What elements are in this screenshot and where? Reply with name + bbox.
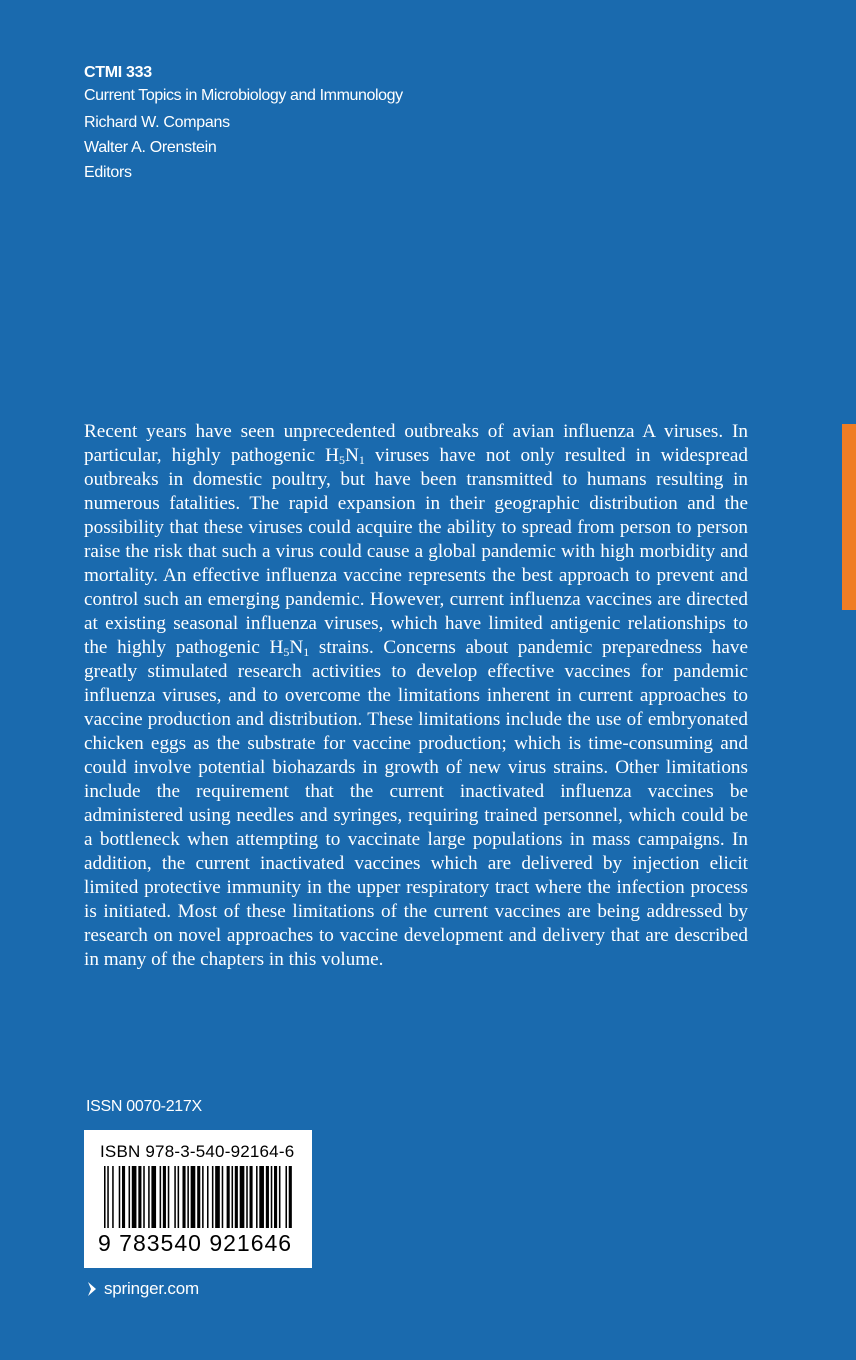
barcode-bar [168,1166,170,1228]
barcode-digits: 9 783540 921646 [98,1230,293,1256]
barcode-bar [151,1166,156,1228]
barcode-bar [122,1166,125,1228]
barcode-bar [129,1166,131,1228]
blurb-text: N [345,445,359,466]
editor-name: Richard W. Compans [84,114,230,131]
barcode-bar [174,1166,176,1228]
barcode-bar [235,1166,238,1228]
barcode-bar [163,1166,166,1228]
publisher-website[interactable] [86,1279,199,1299]
blurb-text: N [289,637,304,658]
barcode-bar [215,1166,220,1228]
barcode-bar [132,1166,137,1228]
barcode-bar [266,1166,269,1228]
barcode-bar [279,1166,281,1228]
barcode-bar [212,1166,214,1228]
barcode-bar [259,1166,264,1228]
barcode-bar [289,1166,292,1228]
editor-name: Walter A. Orenstein [84,139,217,156]
barcode-bar [232,1166,234,1228]
editors-list [84,110,584,185]
chevron-right-icon [86,1281,98,1297]
barcode-bar [107,1166,109,1228]
blurb-text: Recent years have seen unprecedented outbreaks of avian influenza A viruses. In particular, highly pathogenic H [84,421,748,466]
subscript: 5 [339,453,345,467]
subscript: 5 [283,645,290,659]
barcode-bar [104,1166,106,1228]
barcode-bar [285,1166,287,1228]
barcode-bar [250,1166,253,1228]
series-name: Current Topics in Microbiology and Immunology [84,87,403,104]
barcode-bar [178,1166,180,1228]
barcode-bar [143,1166,145,1228]
subscript: 1 [303,645,310,659]
barcode-bar [119,1166,121,1228]
isbn-label: ISBN 978-3-540-92164-6 [100,1142,295,1161]
back-cover-blurb [84,420,748,972]
blurb-text: strains. Concerns about pandemic preparedness have greatly stimulated research activities to develop effective vaccines for pandemic influenza viruses, and to overcome the limitations inherent in current approaches to vaccine production and distribution. These limitations include the use of embryonated chicken eggs as the substrate for vaccine production; which is time-consuming and could involve potential biohazards in growth of new virus strains. Other limitations include the requirement that the current inactivated influenza vaccines be administered using needles and syringes, requiring trained personnel, which could be a bottleneck when attempting to vaccinate large populations in mass campaigns. In addition, the current inactivated vaccines which are delivered by injection elicit limited protective immunity in the upper respiratory tract where the infection process is initiated. Most of these limitations of the current vaccines are being addressed by research on novel approaches to vaccine development and delivery that are described in many of the chapters in this volume. [84,637,748,970]
barcode-bar [222,1166,224,1228]
blurb-text: viruses have not only resulted in widespread outbreaks in domestic poultry, but have been transmitted to humans resulting in numerous fatalities. The rapid expansion in their geographic distribution and the possibility that these viruses could acquire the ability to spread from person to person raise the risk that such a virus could cause a global pandemic with high morbidity and mortality. An effective influenza vaccine represents the best approach to prevent and control such an emerging pandemic. However, current influenza vaccines are directed at existing seasonal influenza viruses, which have limited antigenic relationships to the highly pathogenic H [84,445,748,658]
editors-label: Editors [84,164,132,181]
barcode-bar [148,1166,150,1228]
barcode-bar [112,1166,114,1228]
barcode-bar [182,1166,185,1228]
barcode-bar [271,1166,273,1228]
barcode-bar [138,1166,141,1228]
barcode-bar [240,1166,245,1228]
barcode-bar [160,1166,162,1228]
isbn-barcode [84,1130,312,1268]
website-link[interactable]: springer.com [104,1279,199,1298]
barcode-bar [202,1166,204,1228]
barcode-bar [191,1166,196,1228]
barcode-bar [207,1166,209,1228]
barcode-bar [227,1166,230,1228]
series-code: CTMI 333 [84,64,152,81]
barcode-bar [274,1166,277,1228]
issn: ISSN 0070-217X [86,1098,202,1115]
barcode-bars [104,1166,292,1232]
barcode-bar [246,1166,248,1228]
barcode-bar [187,1166,189,1228]
barcode-bar [197,1166,200,1228]
subscript: 1 [358,453,365,467]
series-block [84,62,584,185]
barcode-bar [256,1166,258,1228]
accent-tab [842,424,856,610]
